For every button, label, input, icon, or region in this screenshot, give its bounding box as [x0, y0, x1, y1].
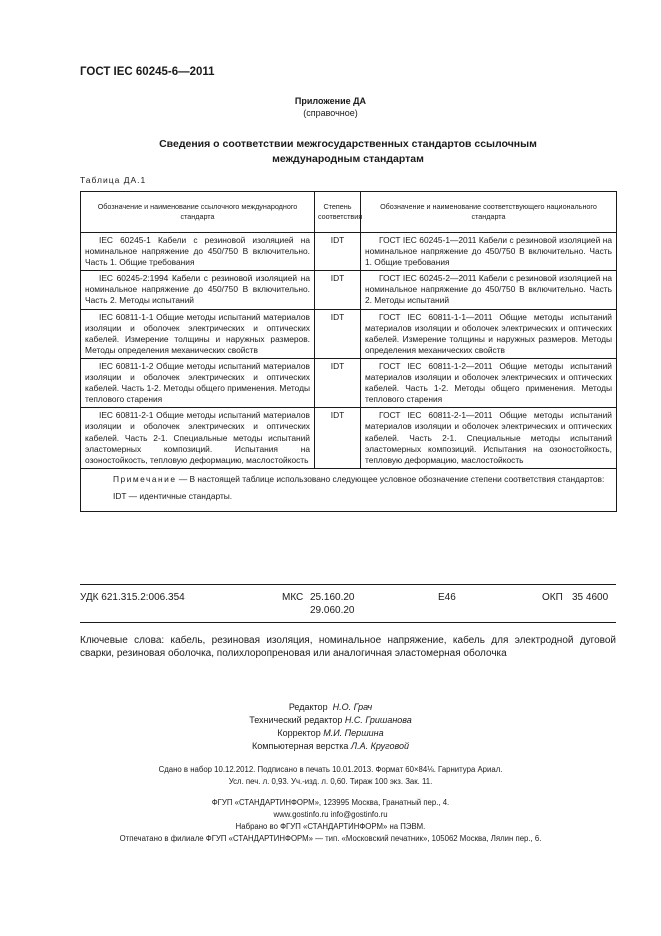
credit-tech-editor: Технический редактор Н.С. Гришанова [249, 715, 412, 725]
credit-proofreader: Корректор М.И. Першина [277, 728, 384, 738]
table-row [81, 271, 617, 309]
okp-label: ОКП [542, 592, 563, 603]
degree-cell: IDT [315, 233, 361, 271]
keywords: Ключевые слова: кабель, резиновая изоляция, номинальное напряжение, кабель для электродной дуговой сварки, резиновая оболочка, полихлоропреновая или аналогичная эластомерная оболочка [80, 635, 616, 659]
divider-bottom [80, 622, 616, 623]
mks-code-2: 29.060.20 [310, 605, 355, 616]
table-row [81, 358, 617, 407]
section-heading [80, 137, 616, 167]
printed-note: Отпечатано в филиале ФГУП «СТАНДАРТИНФОРМ» — тип. «Московский печатник», 105062 Москва, Лялин пер., 6. [119, 834, 542, 843]
national-standard-cell: ГОСТ IEC 60245-2—2011 Кабели с резиновой изоляцией на номинальное напряжение до 450/750 В включительно. Часть 2. Методы испытаний [361, 271, 617, 309]
document-header: ГОСТ IEC 60245-6—2011 [80, 66, 215, 78]
table-row [81, 408, 617, 468]
table-header-row [81, 192, 617, 233]
reference-standard-cell: IEC 60811-1-1 Общие методы испытаний материалов изоляции и оболочек электрических и оптических кабелей. Измерение толщины и наружных размеров. Методы определения механических свойств [81, 309, 315, 358]
okp-code: 35 4600 [572, 592, 609, 603]
reference-standard-cell: IEC 60811-1-2 Общие методы испытаний материалов изоляции и оболочек электрических и оптических кабелей. Часть 1-2. Методы общего применения. Методы теплового старения [81, 358, 315, 407]
table-note-row [81, 468, 617, 511]
national-standard-cell: ГОСТ IEC 60811-2-1—2011 Общие методы испытаний материалов изоляции и оболочек электрических и оптических кабелей. Часть 2-1. Специальные методы испытаний эластомерных композиций. Испытания на озоностойкость, тепловую деформацию, маслостойкость [361, 408, 617, 468]
imprint-line-2: Усл. печ. л. 0,93. Уч.-изд. л. 0,60. Тираж 100 экз. Зак. 11. [228, 777, 433, 786]
table-caption: Таблица ДА.1 [80, 175, 147, 185]
mks-code-1: 25.160.20 [310, 592, 355, 603]
section-heading-line1: Сведения о соответствии межгосударственных стандартов ссылочным [159, 138, 537, 150]
column-header-reference: Обозначение и наименование ссылочного международного стандарта [81, 192, 315, 233]
note-text: — В настоящей таблице использовано следующее условное обозначение степени соответствия стандартов: [178, 473, 605, 484]
degree-cell: IDT [315, 358, 361, 407]
imprint-line-1: Сдано в набор 10.12.2012. Подписано в печать 10.01.2013. Формат 60×84⅛. Гарнитура Ариал. [158, 765, 503, 774]
column-header-national: Обозначение и наименование соответствующего национального стандарта [361, 192, 617, 233]
reference-standard-cell: IEC 60811-2-1 Общие методы испытаний материалов изоляции и оболочек электрических и оптических кабелей. Часть 2-1. Специальные методы испытаний эластомерных композиций. Испытания на озоностойкость, тепловую деформацию, маслостойкость [81, 408, 315, 468]
table-row [81, 309, 617, 358]
mks-label: МКС [282, 592, 304, 603]
divider-top [80, 584, 616, 585]
e-code: Е46 [438, 592, 456, 603]
note-idt: IDT — идентичные стандарты. [113, 491, 233, 502]
national-standard-cell: ГОСТ IEC 60811-1-2—2011 Общие методы испытаний материалов изоляции и оболочек электрических и оптических кабелей. Часть 1-2. Методы общего применения. Методы теплового старения [361, 358, 617, 407]
correspondence-table [80, 191, 617, 512]
national-standard-cell: ГОСТ IEC 60811-1-1—2011 Общие методы испытаний материалов изоляции и оболочек электрических и оптических кабелей. Измерение толщины и наружных размеров. Методы определения механических свойств [361, 309, 617, 358]
national-standard-cell: ГОСТ IEC 60245-1—2011 Кабели с резиновой изоляцией на номинальное напряжение до 450/750 В включительно. Часть 1. Общие требования [361, 233, 617, 271]
udk-code: УДК 621.315.2:006.354 [80, 592, 185, 603]
credit-layout: Компьютерная верстка Л.А. Круговой [252, 741, 409, 751]
degree-cell: IDT [315, 271, 361, 309]
publisher-address: ФГУП «СТАНДАРТИНФОРМ», 123995 Москва, Гранатный пер., 4. [211, 798, 450, 807]
publisher-web: www.gostinfo.ru info@gostinfo.ru [273, 810, 388, 819]
column-header-degree: Степень соответствия [315, 192, 361, 233]
section-heading-line2: международным стандартам [272, 153, 424, 165]
credit-editor: Редактор Н.О. Грач [288, 702, 373, 712]
appendix-subtitle: (справочное) [303, 108, 358, 118]
degree-cell: IDT [315, 408, 361, 468]
degree-cell: IDT [315, 309, 361, 358]
note-label: Примечание [113, 473, 177, 484]
table-row [81, 233, 617, 271]
table-note [81, 468, 617, 511]
typeset-note: Набрано во ФГУП «СТАНДАРТИНФОРМ» на ПЭВМ. [235, 822, 426, 831]
appendix-title: Приложение ДА [294, 96, 367, 106]
reference-standard-cell: IEC 60245-2:1994 Кабели с резиновой изоляцией на номинальное напряжение до 450/750 В включительно. Часть 2. Методы испытаний [81, 271, 315, 309]
reference-standard-cell: IEC 60245-1 Кабели с резиновой изоляцией на номинальное напряжение до 450/750 В включительно. Часть 1. Общие требования [81, 233, 315, 271]
